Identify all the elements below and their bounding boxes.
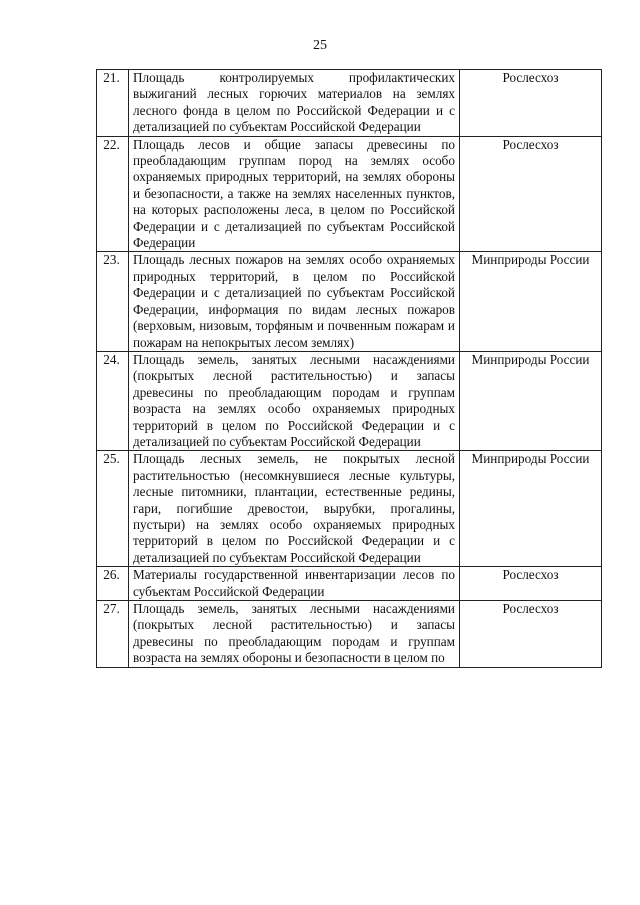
table-row <box>97 70 602 137</box>
table-row <box>97 351 602 450</box>
data-table-body <box>97 70 602 668</box>
row-description: Площадь лесов и общие запасы древесины по преобладающим группам пород на землях особо охраняемых природных территорий, на землях обороны и безопасности, а также на землях населенных пунктов, на которых расположены леса, в целом по Российской Федерации и с детализацией по субъектам Российской Федерации <box>129 136 460 252</box>
row-description: Площадь земель, занятых лесными насаждениями (покрытых лесной растительностью) и запасы древесины по преобладающим породам и группам возраста на землях особо охраняемых природных территорий в целом по Российской Федерации и с детализацией по субъектам Российской Федерации <box>129 351 460 450</box>
row-description: Материалы государственной инвентаризации лесов по субъектам Российской Федерации <box>129 567 460 601</box>
page-number: 25 <box>313 38 327 53</box>
row-organization: Минприроды России <box>460 351 602 450</box>
row-description: Площадь контролируемых профилактических выжиганий лесных горючих материалов на землях лесного фонда в целом по Российской Федерации и с детализацией по субъектам Российской Федерации <box>129 70 460 137</box>
row-description: Площадь лесных пожаров на землях особо охраняемых природных территорий, в целом по Российской Федерации и с детализацией по субъектам Российской Федерации, информация по видам лесных пожаров (верховым, низовым, торфяным и почвенным пожарам и пожарам на непокрытых лесом землях) <box>129 252 460 351</box>
data-table <box>96 69 602 668</box>
table-row <box>97 252 602 351</box>
row-description: Площадь земель, занятых лесными насаждениями (покрытых лесной растительностью) и запасы древесины по преобладающим породам и группам возраста на землях обороны и безопасности в целом по <box>129 601 460 668</box>
row-organization: Рослесхоз <box>460 136 602 252</box>
row-organization: Минприроды России <box>460 252 602 351</box>
row-number: 23. <box>97 252 129 351</box>
table-row <box>97 451 602 567</box>
row-organization: Рослесхоз <box>460 601 602 668</box>
row-number: 25. <box>97 451 129 567</box>
row-organization: Рослесхоз <box>460 70 602 137</box>
row-description: Площадь лесных земель, не покрытых лесной растительностью (несомкнувшиеся лесные культуры, лесные питомники, плантации, естественные редины, гари, погибшие древостои, вырубки, прогалины, пустыри) на землях особо охраняемых природных территорий в целом по Российской Федерации и с детализацией по субъектам Российской Федерации <box>129 451 460 567</box>
data-table-wrapper <box>96 69 601 668</box>
row-organization: Минприроды России <box>460 451 602 567</box>
row-number: 22. <box>97 136 129 252</box>
table-row <box>97 136 602 252</box>
row-number: 24. <box>97 351 129 450</box>
row-number: 27. <box>97 601 129 668</box>
table-row <box>97 567 602 601</box>
table-row <box>97 601 602 668</box>
row-number: 21. <box>97 70 129 137</box>
row-number: 26. <box>97 567 129 601</box>
row-organization: Рослесхоз <box>460 567 602 601</box>
